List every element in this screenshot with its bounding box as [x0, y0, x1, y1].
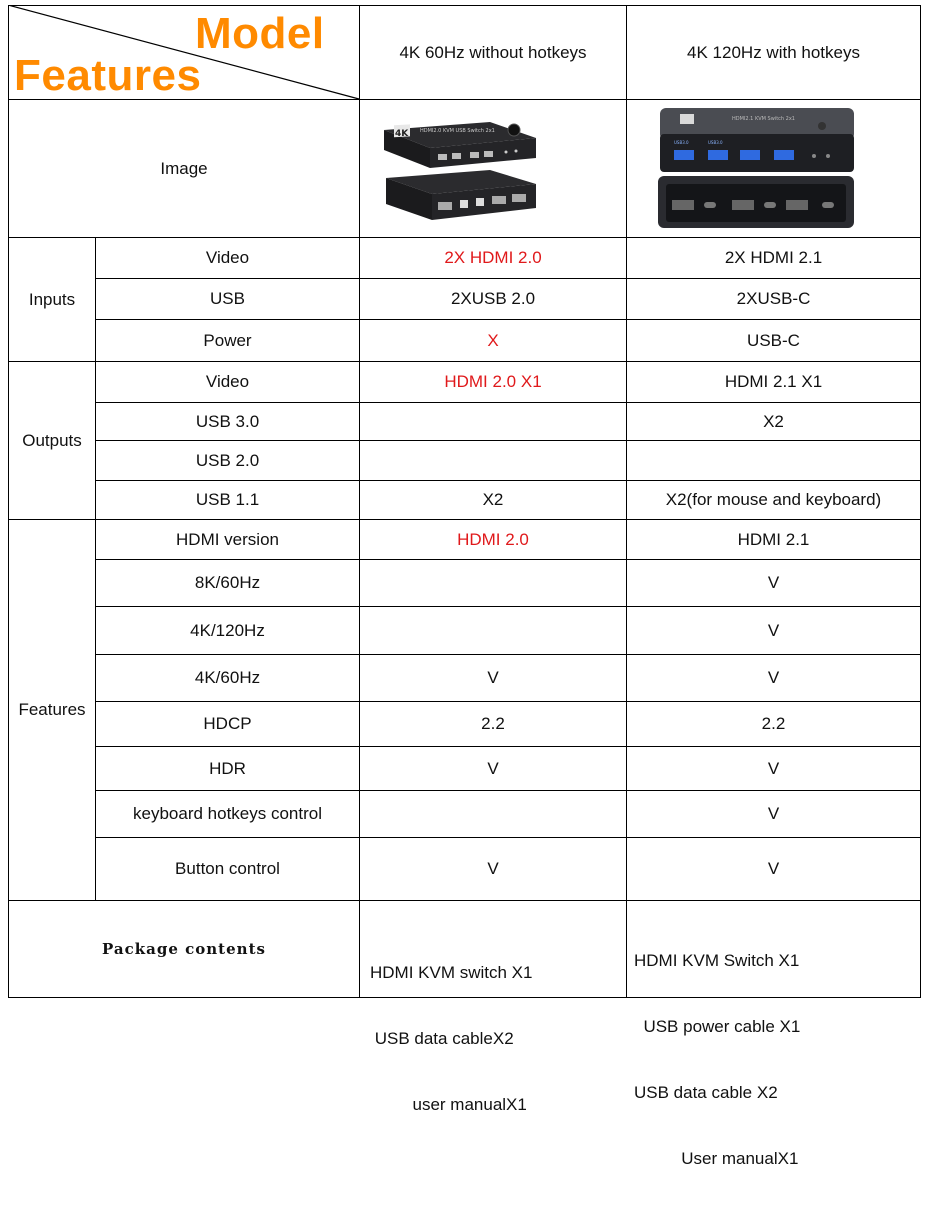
group-label-features: Features [18, 700, 86, 720]
device1-label-text: HDMI2.0 KVM USB Switch 2x1 [420, 128, 495, 134]
package-item: user manualX1 [370, 1095, 527, 1114]
image-row-label: Image [160, 158, 208, 178]
package-list-4k60 [370, 918, 532, 1160]
cell-4k60 [360, 403, 626, 440]
cell-4k60: 2XUSB 2.0 [450, 289, 536, 309]
package-item: USB data cable X2 [634, 1083, 778, 1102]
kvm-switch-4k120-image [652, 104, 858, 232]
row-label: USB 3.0 [195, 411, 260, 431]
cell-4k60 [360, 607, 626, 654]
row-label: keyboard hotkeys control [133, 804, 322, 824]
cell-4k120: USB-C [747, 330, 800, 350]
cell-4k60: V [487, 758, 499, 778]
row-label: 4K/60Hz [194, 668, 261, 688]
row-label: Power [203, 330, 252, 350]
cell-4k120: V [767, 573, 780, 593]
row-label: Video [205, 372, 250, 392]
cell-4k60: V [487, 859, 499, 879]
column-header-4k120: 4K 120Hz with hotkeys [687, 42, 860, 62]
kvm-switch-4k60-image [380, 108, 540, 232]
row-label: Video [205, 248, 250, 268]
cell-4k60: V [487, 668, 499, 688]
features-heading: Features [14, 51, 202, 100]
group-label-outputs: Outputs [22, 430, 82, 450]
package-item: USB power cable X1 [634, 1017, 801, 1036]
cell-4k60: HDMI 2.0 [457, 529, 529, 549]
row-label: HDMI version [176, 529, 279, 549]
device2-label-text: HDMI2.1 KVM Switch 2x1 [732, 116, 795, 122]
cell-4k60: HDMI 2.0 X1 [444, 372, 542, 392]
cell-4k60 [360, 441, 626, 480]
grid-line [920, 5, 921, 997]
svg-text:4K: 4K [395, 129, 409, 139]
package-item: HDMI KVM Switch X1 [634, 951, 800, 970]
cell-4k120: HDMI 2.1 X1 [724, 372, 823, 392]
model-heading: Model [195, 9, 325, 58]
cell-4k120: V [767, 804, 780, 824]
cell-4k60: 2X HDMI 2.0 [444, 248, 542, 268]
row-label: USB 1.1 [195, 490, 260, 510]
package-contents-label: Package contents [102, 939, 266, 958]
cell-4k60 [360, 791, 626, 837]
cell-4k60: X2 [482, 490, 504, 510]
cell-4k120 [627, 441, 920, 480]
svg-text:USB3.0: USB3.0 [708, 140, 723, 145]
row-label: HDR [209, 758, 246, 778]
cell-4k120: V [767, 668, 780, 688]
package-item: HDMI KVM switch X1 [370, 963, 533, 982]
cell-4k120: 2.2 [761, 714, 786, 734]
row-label: 8K/60Hz [194, 573, 261, 593]
row-label: Button control [175, 859, 280, 879]
cell-4k120: V [767, 758, 780, 778]
row-label: USB [210, 289, 245, 309]
cell-4k60 [360, 560, 626, 606]
row-label: HDCP [203, 714, 252, 734]
package-list-4k120 [634, 906, 800, 1214]
cell-4k120: 2XUSB-C [736, 289, 811, 309]
cell-4k60: 2.2 [481, 714, 505, 734]
cell-4k60: X [487, 330, 499, 350]
cell-4k120: 2X HDMI 2.1 [724, 248, 823, 268]
cell-4k120: X2 [763, 411, 784, 431]
svg-text:USB3.0: USB3.0 [674, 140, 689, 145]
package-item: USB data cableX2 [370, 1029, 514, 1048]
row-label: 4K/120Hz [190, 620, 265, 640]
cell-4k120: V [767, 620, 780, 640]
package-item: User manualX1 [634, 1149, 799, 1168]
group-label-inputs: Inputs [28, 289, 76, 309]
row-label: USB 2.0 [195, 450, 260, 470]
cell-4k120: X2(for mouse and keyboard) [665, 490, 882, 510]
cell-4k120: HDMI 2.1 [737, 529, 810, 549]
column-header-4k60: 4K 60Hz without hotkeys [399, 42, 587, 62]
cell-4k120: V [767, 859, 780, 879]
